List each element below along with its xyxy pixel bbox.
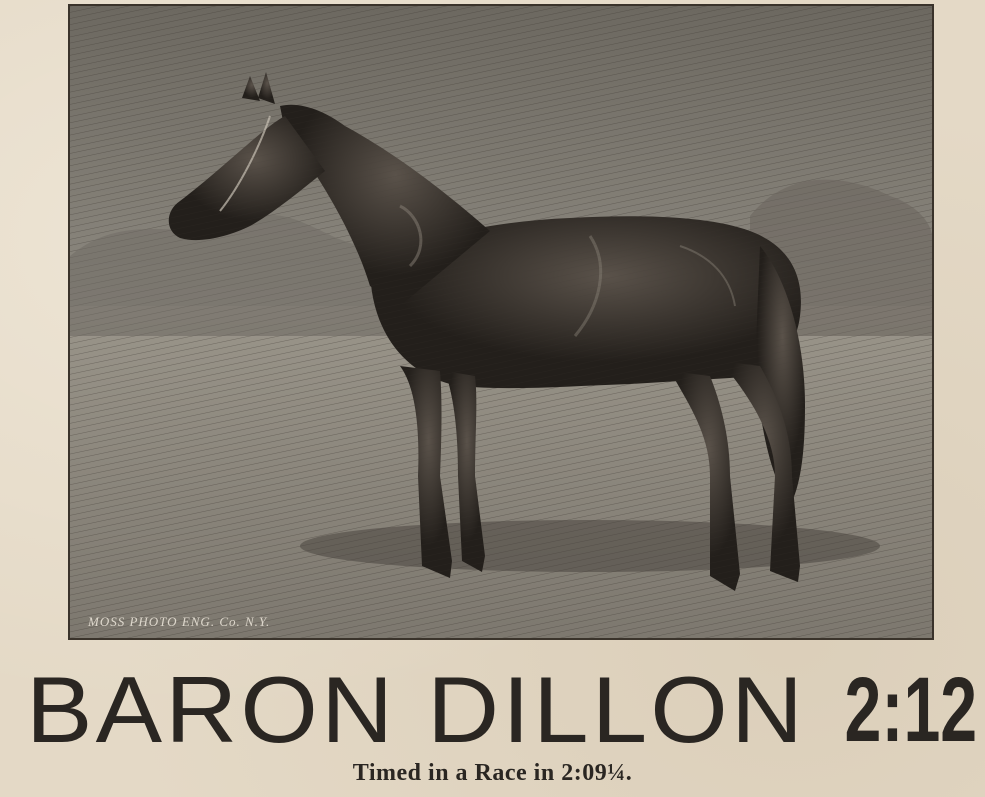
horse-engraving [70,6,932,638]
race-record: 2:12 [844,659,977,761]
title-line [26,657,981,762]
horse-photograph [68,4,934,640]
engraver-credit: MOSS PHOTO ENG. Co. N.Y. [88,614,271,629]
horse-name-heading: BARON DILLON [26,657,807,762]
timed-race-subtitle: Timed in a Race in 2:09¼. [352,760,633,786]
